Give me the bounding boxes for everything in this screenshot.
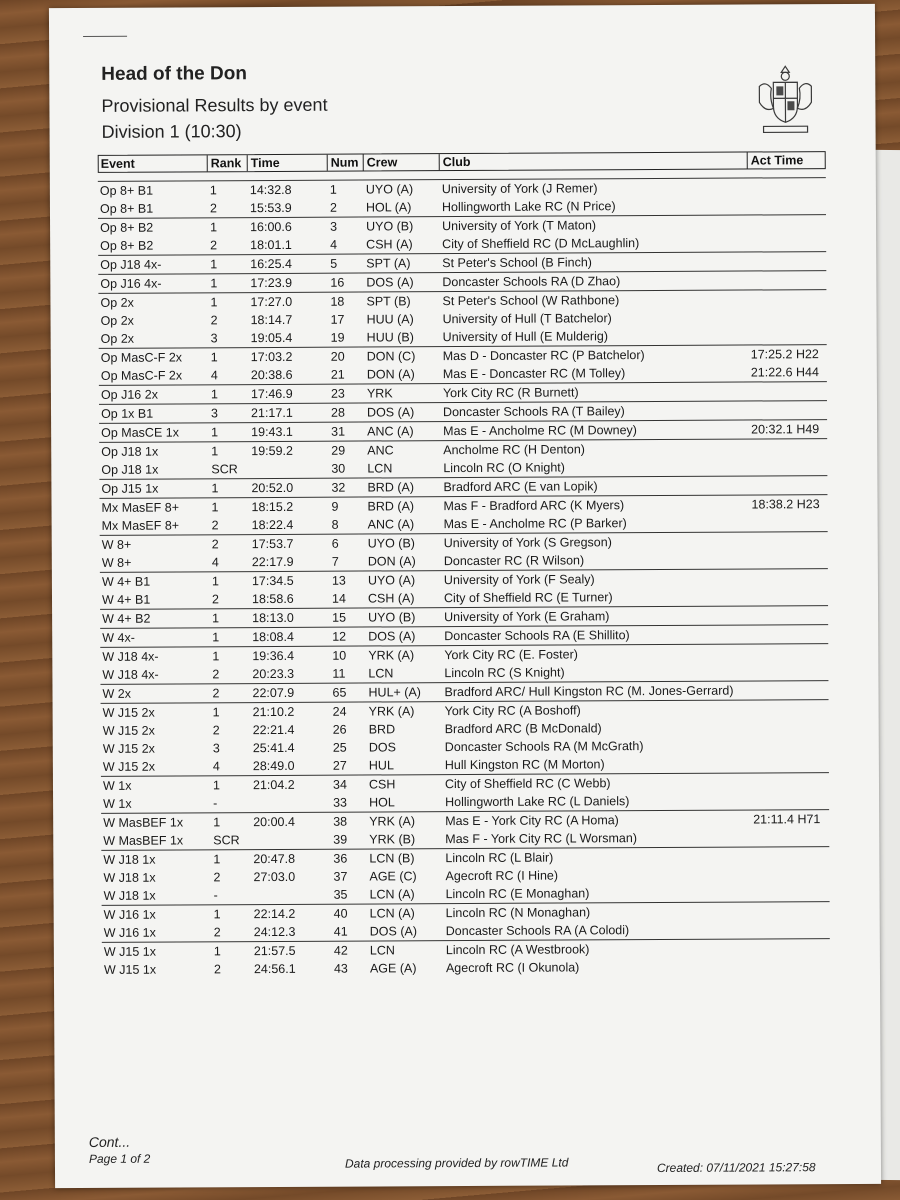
- event-cell: W J15 2x: [102, 741, 155, 756]
- time-cell: 28:49.0: [252, 758, 295, 774]
- crew-cell: CSH (A): [366, 237, 413, 252]
- pen-mark: [83, 36, 127, 37]
- num-cell: 65: [332, 685, 347, 700]
- event-cell: W J15 1x: [103, 944, 157, 959]
- time-cell: 18:14.7: [250, 312, 293, 328]
- num-cell: 13: [331, 573, 346, 588]
- rank-cell: 4: [212, 759, 220, 774]
- event-cell: Op J18 1x: [101, 444, 159, 459]
- act-time-cell: 18:38.2 H23: [751, 497, 820, 512]
- time-cell: 14:32.8: [249, 182, 292, 198]
- rank-cell: 2: [210, 238, 218, 253]
- crew-cell: HUL: [368, 758, 394, 773]
- club-cell: Mas F - Bradford ARC (K Myers): [443, 498, 625, 514]
- club-cell: University of York (E Graham): [444, 609, 610, 625]
- time-cell: 20:38.6: [250, 367, 293, 383]
- num-cell: 38: [333, 814, 348, 829]
- event-cell: W J16 1x: [103, 925, 156, 940]
- num-cell: 18: [330, 294, 345, 309]
- num-cell: 12: [332, 629, 347, 644]
- club-cell: Lincoln RC (L Blair): [445, 850, 554, 866]
- crew-cell: DOS (A): [368, 629, 416, 644]
- time-cell: 17:27.0: [250, 294, 293, 310]
- club-cell: University of York (S Gregson): [443, 535, 612, 551]
- crew-cell: HUU (B): [366, 330, 414, 345]
- rank-cell: 2: [210, 313, 218, 328]
- event-cell: W 4+ B1: [101, 592, 151, 607]
- column-header-crew: Crew: [366, 155, 398, 170]
- num-cell: 1: [329, 182, 337, 197]
- table-body: [98, 177, 830, 979]
- rank-cell: 2: [213, 925, 221, 940]
- event-cell: W 4+ B1: [101, 574, 151, 589]
- time-cell: 21:57.5: [253, 943, 296, 959]
- club-cell: Ancholme RC (H Denton): [443, 442, 585, 458]
- event-cell: Op 2x: [100, 295, 134, 310]
- num-cell: 42: [333, 943, 348, 958]
- column-header-rank: Rank: [210, 156, 242, 171]
- crew-cell: ANC (A): [367, 424, 414, 439]
- event-cell: W MasBEF 1x: [103, 815, 184, 830]
- club-cell: Bradford ARC/ Hull Kingston RC (M. Jones-Gerrard): [444, 683, 734, 700]
- time-cell: 19:36.4: [252, 648, 295, 664]
- continued-note: Cont...: [88, 1133, 131, 1150]
- event-cell: W 4+ B2: [102, 611, 151, 626]
- club-cell: Mas F - York City RC (L Worsman): [445, 831, 638, 847]
- time-cell: 25:41.4: [252, 740, 295, 756]
- crew-cell: LCN: [368, 666, 394, 681]
- rank-cell: 1: [213, 907, 221, 922]
- event-cell: W 8+: [101, 537, 132, 552]
- crew-cell: AGE (C): [369, 869, 417, 884]
- time-cell: 24:12.3: [253, 924, 296, 940]
- num-cell: 9: [331, 499, 339, 514]
- club-cell: Bradford ARC (B McDonald): [444, 721, 602, 737]
- event-cell: W 1x: [103, 796, 132, 811]
- crew-cell: BRD (A): [367, 499, 415, 514]
- time-cell: 18:15.2: [251, 499, 294, 515]
- event-cell: Op J18 1x: [101, 462, 159, 477]
- crew-cell: LCN (A): [369, 887, 415, 902]
- rank-cell: 2: [212, 667, 220, 682]
- club-cell: Mas E - York City RC (A Homa): [445, 813, 619, 829]
- time-cell: 18:22.4: [251, 517, 294, 533]
- num-cell: 23: [330, 386, 345, 401]
- crew-cell: UYO (B): [368, 610, 416, 625]
- crew-cell: SPT (A): [366, 256, 411, 271]
- rank-cell: 1: [209, 183, 217, 198]
- num-cell: 34: [332, 777, 347, 792]
- crew-cell: UYO (B): [367, 536, 415, 551]
- club-cell: Mas E - Doncaster RC (M Tolley): [442, 366, 626, 382]
- rank-cell: 1: [210, 350, 218, 365]
- event-cell: W J18 1x: [103, 888, 156, 903]
- event-cell: Mx MasEF 8+: [101, 518, 180, 533]
- time-cell: 22:17.9: [251, 554, 294, 570]
- num-cell: 30: [331, 461, 346, 476]
- crew-cell: SPT (B): [366, 294, 411, 309]
- club-cell: Lincoln RC (S Knight): [444, 665, 565, 681]
- club-cell: Hollingworth Lake RC (L Daniels): [445, 794, 630, 810]
- crew-cell: YRK (A): [368, 704, 415, 719]
- num-cell: 29: [331, 443, 346, 458]
- event-cell: Op J15 1x: [101, 481, 159, 496]
- crew-cell: DOS: [368, 740, 396, 755]
- time-cell: 15:53.9: [249, 200, 292, 216]
- event-cell: Op J18 4x-: [100, 257, 162, 272]
- created-timestamp: Created: 07/11/2021 15:27:58: [656, 1160, 816, 1176]
- rank-cell: SCR: [211, 462, 238, 477]
- club-cell: Doncaster Schools RA (M McGrath): [444, 739, 644, 755]
- event-cell: Op 2x: [100, 313, 134, 328]
- rank-cell: -: [213, 888, 218, 903]
- event-cell: W J18 1x: [103, 870, 156, 885]
- num-cell: 37: [333, 869, 348, 884]
- num-cell: 28: [331, 405, 345, 420]
- club-cell: University of York (F Sealy): [443, 572, 595, 588]
- event-cell: W 8+: [101, 555, 132, 570]
- rank-cell: 1: [210, 276, 218, 291]
- crew-cell: YRK (B): [369, 832, 416, 847]
- crew-cell: UYO (B): [366, 219, 414, 234]
- event-cell: W MasBEF 1x: [103, 833, 184, 848]
- num-cell: 41: [333, 924, 348, 939]
- club-cell: City of Sheffield RC (E Turner): [443, 590, 613, 606]
- num-cell: 20: [330, 349, 345, 364]
- event-cell: Op 8+ B1: [99, 201, 154, 216]
- num-cell: 26: [332, 722, 347, 737]
- column-header-num: Num: [330, 155, 359, 170]
- rank-cell: 4: [211, 555, 219, 570]
- time-cell: 16:25.4: [250, 256, 293, 272]
- page-number: Page 1 of 2: [88, 1151, 151, 1166]
- club-cell: Doncaster Schools RA (D Zhao): [442, 274, 621, 290]
- club-cell: Doncaster Schools RA (E Shillito): [444, 628, 630, 644]
- crew-cell: BRD (A): [367, 480, 414, 495]
- time-cell: 17:34.5: [251, 573, 294, 589]
- crew-cell: HUU (A): [366, 312, 414, 327]
- event-cell: Op 1x B1: [101, 406, 154, 421]
- club-cell: York City RC (R Burnett): [442, 385, 579, 401]
- event-cell: Op 8+ B2: [100, 238, 154, 253]
- event-cell: Op 8+ B1: [99, 183, 154, 198]
- num-cell: 17: [330, 312, 345, 327]
- rank-cell: 2: [212, 686, 220, 701]
- event-cell: W J15 2x: [102, 705, 155, 720]
- division-label: Division 1 (10:30): [101, 121, 242, 142]
- num-cell: 35: [333, 887, 348, 902]
- num-cell: 43: [333, 961, 348, 976]
- rank-cell: 1: [211, 574, 219, 589]
- num-cell: 21: [330, 367, 345, 382]
- club-cell: Hollingworth Lake RC (N Price): [441, 199, 616, 215]
- crew-cell: HOL: [369, 795, 395, 810]
- club-cell: University of York (T Maton): [442, 218, 597, 234]
- num-cell: 25: [332, 740, 347, 755]
- num-cell: 14: [331, 591, 346, 606]
- club-cell: York City RC (E. Foster): [444, 647, 578, 663]
- table-row: [102, 957, 830, 979]
- time-cell: 19:59.2: [251, 443, 293, 459]
- rank-cell: 2: [209, 201, 217, 216]
- rank-cell: 1: [211, 425, 219, 440]
- event-cell: W J16 1x: [103, 907, 156, 922]
- rank-cell: 1: [210, 387, 218, 402]
- club-cell: City of Sheffield RC (D McLaughlin): [442, 236, 640, 252]
- act-time-cell: 21:11.4 H71: [753, 812, 821, 827]
- num-cell: 6: [331, 536, 339, 551]
- rank-cell: 3: [210, 331, 218, 346]
- time-cell: 16:00.6: [250, 219, 292, 235]
- crew-cell: DON (C): [366, 349, 416, 364]
- event-cell: Mx MasEF 8+: [101, 500, 180, 515]
- crew-cell: AGE (A): [369, 961, 417, 976]
- time-cell: 21:10.2: [252, 704, 295, 720]
- act-time-cell: 20:32.1 H49: [751, 422, 820, 437]
- crew-cell: CSH (A): [367, 591, 415, 606]
- num-cell: 40: [333, 906, 348, 921]
- crew-cell: UYO (A): [367, 573, 416, 588]
- num-cell: 10: [332, 648, 347, 663]
- rank-cell: 1: [212, 649, 220, 664]
- time-cell: 24:56.1: [253, 961, 296, 977]
- time-cell: 17:46.9: [250, 386, 293, 402]
- event-cell: W J18 1x: [103, 852, 156, 867]
- num-cell: 11: [332, 666, 346, 681]
- crew-cell: ANC: [367, 443, 394, 458]
- club-cell: University of Hull (E Mulderig): [442, 329, 609, 345]
- time-cell: 21:04.2: [252, 777, 295, 793]
- club-cell: St Peter's School (W Rathbone): [442, 293, 620, 309]
- act-time-cell: 21:22.6 H44: [750, 365, 819, 380]
- crew-cell: UYO (A): [365, 182, 414, 197]
- time-cell: 17:53.7: [251, 536, 294, 552]
- crew-cell: LCN: [367, 461, 393, 476]
- club-cell: Lincoln RC (N Monaghan): [445, 905, 591, 921]
- rank-cell: 1: [212, 630, 220, 645]
- data-processing-credit: Data processing provided by rowTIME Ltd: [344, 1155, 569, 1171]
- event-cell: Op MasCE 1x: [101, 425, 179, 440]
- column-header-act-time: Act Time: [750, 153, 804, 168]
- column-header-time: Time: [250, 155, 280, 171]
- club-cell: City of Sheffield RC (C Webb): [444, 776, 611, 792]
- num-cell: 27: [332, 758, 347, 773]
- crew-cell: DON (A): [366, 367, 415, 382]
- num-cell: 36: [333, 851, 348, 866]
- event-cell: Op MasC-F 2x: [100, 350, 183, 365]
- num-cell: 16: [330, 275, 345, 290]
- num-cell: 32: [331, 480, 346, 495]
- club-cell: St Peter's School (B Finch): [442, 255, 592, 271]
- time-cell: 20:47.8: [253, 851, 296, 867]
- crew-cell: ANC (A): [367, 517, 415, 532]
- rank-cell: 2: [213, 870, 221, 885]
- rank-cell: 4: [210, 368, 218, 383]
- rank-cell: 2: [212, 723, 220, 738]
- column-header-event: Event: [100, 156, 135, 171]
- crew-cell: DOS (A): [369, 924, 418, 939]
- time-cell: 27:03.0: [253, 869, 296, 885]
- club-cell: Agecroft RC (I Okunola): [445, 960, 580, 976]
- event-cell: Op MasC-F 2x: [100, 368, 183, 383]
- club-cell: Lincoln RC (A Westbrook): [445, 942, 590, 958]
- document-title: Head of the Don: [101, 63, 247, 85]
- crew-cell: DON (A): [367, 554, 416, 569]
- rank-cell: 2: [211, 592, 220, 607]
- num-cell: 33: [333, 795, 348, 810]
- time-cell: 22:21.4: [252, 722, 295, 738]
- num-cell: 24: [332, 704, 347, 719]
- time-cell: 18:13.0: [252, 610, 294, 626]
- rank-cell: 1: [211, 444, 219, 459]
- rank-cell: 1: [210, 295, 218, 310]
- results-table: [98, 151, 830, 979]
- rank-cell: 1: [212, 778, 220, 793]
- club-cell: Agecroft RC (I Hine): [445, 868, 559, 884]
- rank-cell: 2: [213, 962, 221, 977]
- rank-cell: -: [213, 796, 218, 811]
- crew-cell: HOL (A): [365, 200, 412, 215]
- num-cell: 2: [329, 200, 337, 215]
- rank-cell: 3: [211, 406, 219, 421]
- act-time-cell: 17:25.2 H22: [750, 347, 819, 362]
- rank-cell: 1: [211, 481, 219, 496]
- crew-cell: LCN (A): [369, 906, 415, 921]
- club-cell: University of York (J Remer): [441, 181, 598, 197]
- rank-cell: 2: [211, 518, 219, 533]
- club-cell: Lincoln RC (E Monaghan): [445, 886, 590, 902]
- rank-cell: 2: [211, 537, 219, 552]
- rank-cell: SCR: [213, 833, 240, 848]
- event-cell: W 1x: [102, 778, 132, 793]
- crew-cell: LCN (B): [369, 851, 415, 866]
- crew-cell: DOS (A): [366, 275, 414, 290]
- time-cell: 18:01.1: [250, 237, 292, 253]
- club-cell: Doncaster Schools RA (A Colodi): [445, 923, 630, 939]
- rank-cell: 1: [213, 815, 221, 830]
- time-cell: 19:05.4: [250, 330, 293, 346]
- time-cell: 22:14.2: [253, 906, 296, 922]
- time-cell: 22:07.9: [252, 685, 295, 701]
- time-cell: 17:03.2: [250, 349, 293, 365]
- crew-cell: CSH: [368, 777, 396, 792]
- time-cell: 20:23.3: [252, 666, 295, 682]
- rank-cell: 3: [212, 741, 220, 756]
- event-cell: W J18 4x-: [102, 649, 159, 664]
- event-cell: Op J16 4x-: [100, 276, 162, 291]
- crew-cell: DOS (A): [367, 405, 415, 420]
- club-cell: Doncaster Schools RA (T Bailey): [443, 404, 625, 420]
- crew-cell: BRD: [368, 722, 396, 737]
- rank-cell: 1: [213, 944, 221, 959]
- time-cell: 20:00.4: [253, 814, 295, 830]
- event-cell: Op 2x: [100, 331, 135, 346]
- time-cell: 19:43.1: [251, 424, 293, 440]
- rank-cell: 1: [213, 852, 221, 867]
- crew-cell: YRK (A): [368, 648, 415, 663]
- event-cell: W J15 2x: [102, 759, 156, 774]
- num-cell: 4: [330, 237, 338, 252]
- crew-cell: YRK (A): [369, 814, 416, 829]
- time-cell: 17:23.9: [250, 275, 293, 291]
- time-cell: 18:08.4: [252, 629, 294, 645]
- document-subtitle: Provisional Results by event: [101, 94, 328, 116]
- rank-cell: 1: [211, 500, 219, 515]
- event-cell: Op 8+ B2: [100, 220, 154, 235]
- num-cell: 39: [333, 832, 348, 847]
- club-cell: Mas E - Ancholme RC (P Barker): [443, 516, 627, 532]
- event-cell: W J18 4x-: [102, 667, 159, 682]
- rank-cell: 1: [210, 220, 218, 235]
- rank-cell: 1: [212, 705, 220, 720]
- event-cell: W 2x: [102, 686, 132, 701]
- table-header: [98, 151, 826, 173]
- event-cell: Op J16 2x: [100, 387, 158, 402]
- num-cell: 5: [330, 256, 338, 271]
- club-cell: Hull Kingston RC (M Morton): [444, 757, 605, 773]
- event-cell: W J15 1x: [103, 962, 157, 977]
- crew-cell: YRK: [366, 386, 393, 401]
- rank-cell: 1: [212, 611, 220, 626]
- column-header-club: Club: [442, 154, 471, 170]
- results-sheet: [49, 4, 881, 1188]
- num-cell: 7: [331, 554, 339, 569]
- club-cell: Doncaster RC (R Wilson): [443, 553, 585, 569]
- club-cell: Mas E - Ancholme RC (M Downey): [443, 423, 637, 439]
- time-cell: 21:17.1: [251, 405, 293, 421]
- club-cell: Lincoln RC (O Knight): [443, 460, 565, 476]
- club-cell: Bradford ARC (E van Lopik): [443, 479, 598, 495]
- num-cell: 19: [330, 330, 345, 345]
- num-cell: 31: [331, 424, 346, 439]
- club-cell: University of Hull (T Batchelor): [442, 311, 612, 327]
- num-cell: 3: [330, 219, 338, 234]
- event-cell: W J15 2x: [102, 723, 155, 738]
- num-cell: 15: [332, 610, 347, 625]
- num-cell: 8: [331, 517, 339, 532]
- crew-cell: LCN: [369, 943, 395, 958]
- club-cell: Mas D - Doncaster RC (P Batchelor): [442, 348, 645, 364]
- club-cell: York City RC (A Boshoff): [444, 703, 581, 719]
- event-cell: W 4x-: [102, 630, 135, 645]
- crest-icon: [749, 60, 821, 136]
- crew-cell: HUL+ (A): [368, 685, 421, 700]
- rank-cell: 1: [210, 257, 218, 272]
- time-cell: 20:52.0: [251, 480, 294, 496]
- time-cell: 18:58.6: [251, 591, 294, 607]
